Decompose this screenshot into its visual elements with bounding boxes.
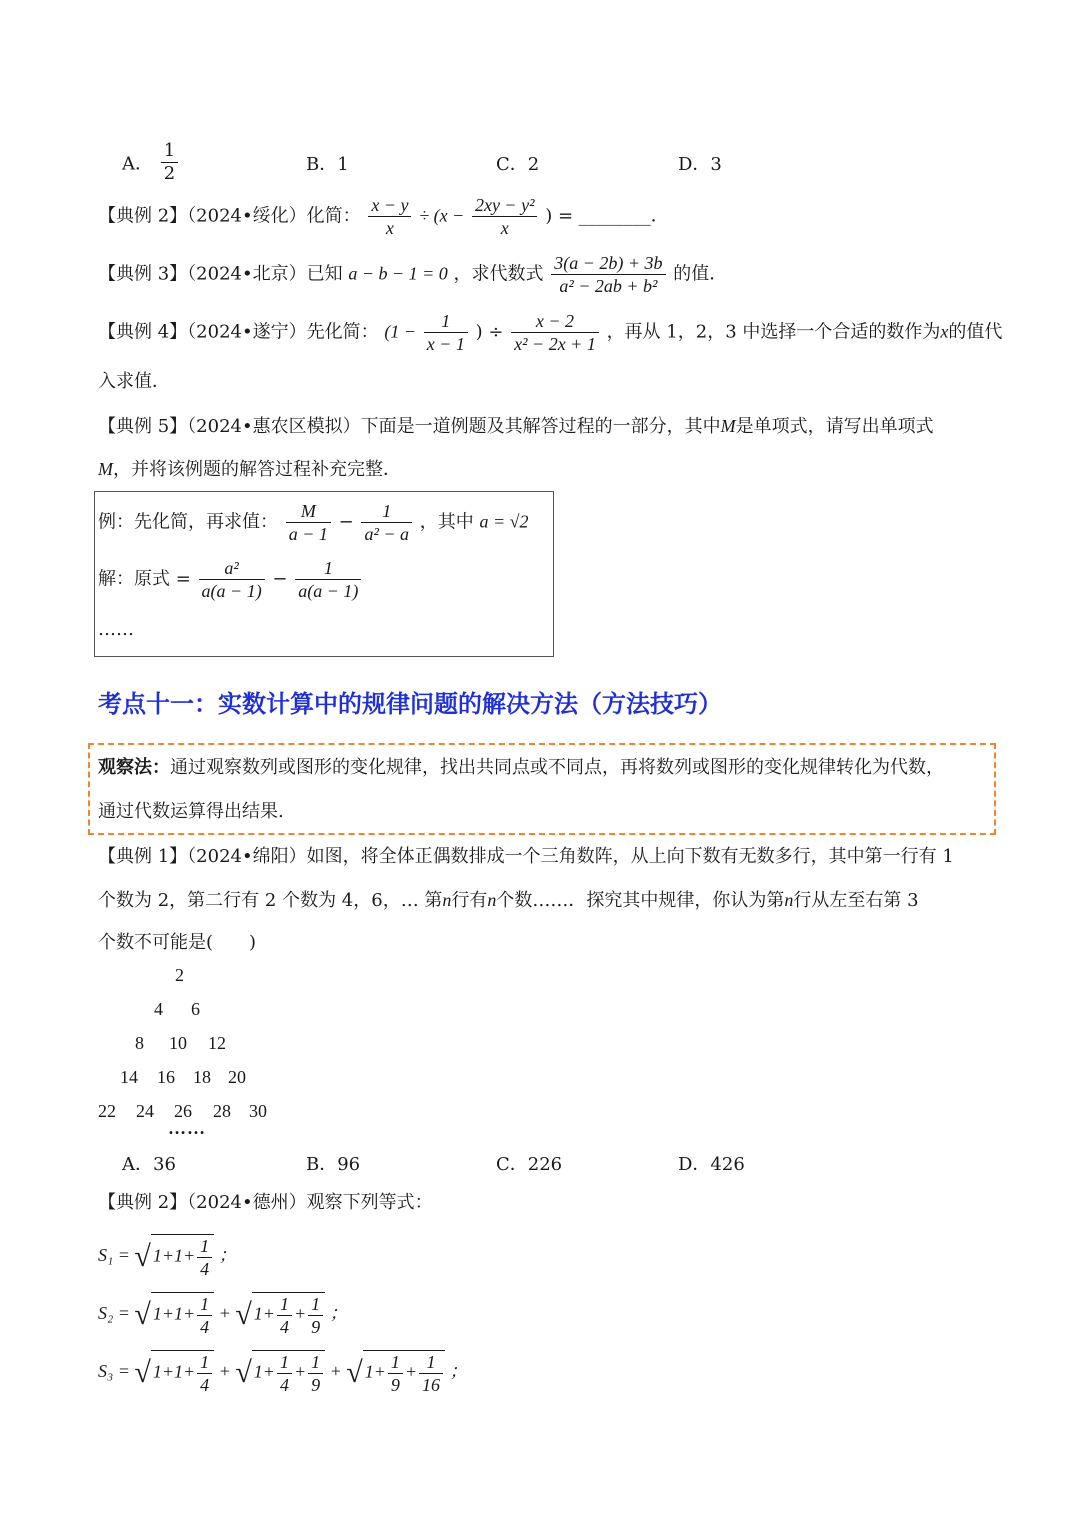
triangle-cell: 4 bbox=[154, 999, 163, 1019]
example-1b-line1: 【典例 1】（2024•绵阳）如图，将全体正偶数排成一个三角数阵，从上向下数有无数多行，其中第一行有 1 bbox=[98, 846, 954, 867]
triangle-cell: 12 bbox=[208, 1033, 226, 1053]
triangle-cell: 8 bbox=[135, 1033, 144, 1053]
triangle-dots: …… bbox=[168, 1118, 206, 1138]
triangle-cell: 14 bbox=[120, 1067, 138, 1087]
triangle-cell: 16 bbox=[157, 1067, 175, 1087]
example-1b-line3: 个数不可能是( ) bbox=[98, 932, 257, 953]
example-1b-line2: 个数为 2，第二行有 2 个数为 4，6，… 第n行有n个数……．探究其中规律，你认为第n行从左至右第 3 bbox=[98, 890, 919, 911]
example-2b: 【典例 2】（2024•德州）观察下列等式： bbox=[98, 1192, 433, 1213]
triangle-cell: 26 bbox=[174, 1101, 192, 1121]
triangle-cell: 10 bbox=[169, 1033, 187, 1053]
option-a: A． $\frac{1}{2}$ bbox=[122, 140, 180, 185]
box-line2: 解：原式 = $\frac{\text{a²}}{a(a - 1)}$ − $\frac{1}{a(a - 1)}$ bbox=[98, 557, 363, 602]
equation-s1: S₁ = √ 1+1+ $\frac{1}{4}$ ； bbox=[98, 1236, 237, 1279]
example-5-line1: 【典例 5】（2024•惠农区模拟）下面是一道例题及其解答过程的一部分，其中M是单项式，请写出单项式 bbox=[98, 416, 934, 437]
example-5-line2: M，并将该例题的解答过程补充完整． bbox=[98, 459, 401, 480]
triangle-cell: 18 bbox=[193, 1067, 211, 1087]
option-c: C．2 bbox=[496, 154, 540, 175]
observation-line2: 通过代数运算得出结果. bbox=[98, 801, 284, 822]
option-c-2: C．226 bbox=[496, 1154, 563, 1175]
observation-line1: 观察法：通过观察数列或图形的变化规律，找出共同点或不同点，再将数列或图形的变化规律转化为代数， bbox=[98, 757, 944, 778]
option-d-2: D．426 bbox=[678, 1154, 745, 1175]
triangle-cell: 22 bbox=[98, 1101, 116, 1121]
triangle-cell: 30 bbox=[249, 1101, 267, 1121]
option-b: B．1 bbox=[306, 154, 349, 175]
option-a-2: A．36 bbox=[122, 1154, 176, 1175]
option-a-fraction: $\frac{1}{2}$ bbox=[161, 140, 178, 185]
example-4-line2: 入求值． bbox=[98, 371, 170, 392]
triangle-cell: 6 bbox=[191, 999, 200, 1019]
triangle-cell: 2 bbox=[175, 965, 184, 985]
equation-s2: S₂ = √ 1+1+ $\frac{1}{4}$ + √ 1+ $\frac{1}{4}$ + $\frac{1}{9}$ ； bbox=[98, 1294, 348, 1337]
box-ellipsis: …… bbox=[98, 619, 134, 640]
example-4: 【典例 4】（2024•遂宁）先化简： (1 − $\frac{1}{x - 1}$ ) ÷ $\frac{x - 2}{\text{x² − 2x + 1}}$ ，再从 1，2，3 中选择一个合适的数作为x的值代 bbox=[98, 311, 1003, 354]
box-line1: 例：先化简，再求值： $\frac{M}{a - 1}$ − $\frac{1}{\text{a² − a}}$ ，其中 a = √2 bbox=[98, 501, 529, 544]
option-b-2: B．96 bbox=[306, 1154, 361, 1175]
option-d: D．3 bbox=[678, 154, 722, 175]
equation-s3: S₃ = √ 1+1+ $\frac{1}{4}$ + √ 1+ $\frac{1}{4}$ + $\frac{1}{9}$ + √ 1+ $\frac{1}{9}$ + $\frac{1}{16}$ ； bbox=[98, 1352, 468, 1395]
triangle-cell: 20 bbox=[228, 1067, 246, 1087]
example-3: 【典例 3】（2024•北京）已知 a − b − 1 = 0 ，求代数式 $\frac{3(a - 2b) + 3b}{\text{a² − 2ab + b²}}$ 的值． bbox=[98, 253, 728, 296]
triangle-cell: 24 bbox=[136, 1101, 154, 1121]
section-title: 考点十一：实数计算中的规律问题的解决方法（方法技巧） bbox=[98, 690, 722, 718]
example-2: 【典例 2】（2024•绥化）化简： $\frac{x - y}{x}$ ÷ (x − $\frac{\text{2xy − y²}}{x}$ ) = ________． bbox=[98, 195, 669, 238]
triangle-cell: 28 bbox=[213, 1101, 231, 1121]
